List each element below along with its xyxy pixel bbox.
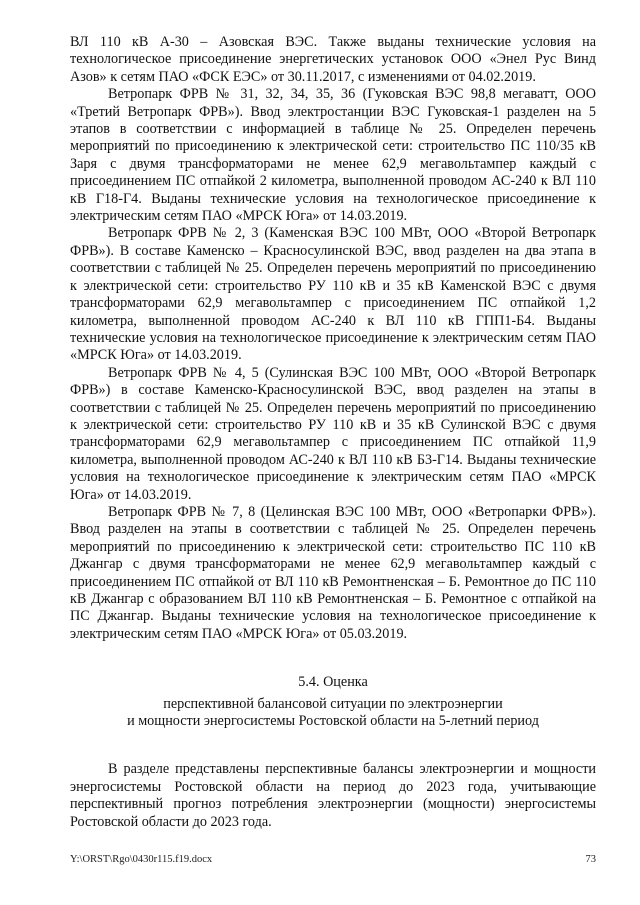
paragraph-kamenskaya-wpp: Ветропарк ФРВ № 2, 3 (Каменская ВЭС 100 МВт, ООО «Второй Ветропарк ФРВ»). В составе Каменско – Красносулинской ВЭС, ввод разделен на два этапа в соответствии с таблицей № 25. Определен перечень мероприятий по присоединению к электрической сети: строительство РУ 110 кВ и 35 кВ Каменской ВЭС с двумя трансформаторами 62,9 мегавольтампер с присоединением ПС отпайкой 1,2 километра, выполненной проводом АС-240 к ВЛ 110 кВ ГПП1-Б4. Выданы технические условия на технологическое присоединение к электрическим сетям ПАО «МРСК Юга» от 14.03.2019. [70, 225, 596, 364]
paragraph-tselinskaya-wpp: Ветропарк ФРВ № 7, 8 (Целинская ВЭС 100 МВт, ООО «Ветропарки ФРВ»). Ввод разделен на этапы в соответствии с таблицей № 25. Определен перечень мероприятий по присоединению к электрической сети: строительство ПС 110 кВ Джангар с двумя трансформаторами не менее 62,9 мегавольтампер каждый с присоединением ПС отпайкой от ВЛ 110 кВ Ремонтненская – Б. Ремонтное до ПС 110 кВ Джангар с образованием ВЛ 110 кВ Ремонтненская – Б. Ремонтное с отпайкой на ПС Джангар. Выданы технические условия на технологическое присоединение к электрическим сетям ПАО «МРСК Юга» от 05.03.2019. [70, 503, 596, 642]
paragraph-continuation: ВЛ 110 кВ А-30 – Азовская ВЭС. Также выданы технические условия на технологическое присоединение энергетических установок ООО «Энел Рус Винд Азов» к сетям ПАО «ФСК ЕЭС» от 30.11.2017, с изменениями от 04.02.2019. [70, 34, 596, 85]
document-body [70, 34, 596, 831]
paragraph-gukovskaya-wpp: Ветропарк ФРВ № 31, 32, 34, 35, 36 (Гуковская ВЭС 98,8 мегаватт, ООО «Третий Ветропарк ФРВ»). Ввод электростанции ВЭС Гуковская-1 разделен на 5 этапов в соответствии с информацией в таблице № 25. Определен перечень мероприятий по присоединению к электрической сети: строительство ПС 110/35 кВ Заря с двумя трансформаторами не менее 62,9 мегавольтампер каждый с присоединением ПС отпайкой 2 километра, выполненной проводом АС-240 к ВЛ 110 кВ Г18-Г4. Выданы технические условия на технологическое присоединение к электрическим сетям ПАО «МРСК Юга» от 14.03.2019. [70, 86, 596, 225]
paragraph-sulinskaya-wpp: Ветропарк ФРВ № 4, 5 (Сулинская ВЭС 100 МВт, ООО «Второй Ветропарк ФРВ») в составе Каменско-Красносулинской ВЭС, ввод разделен на этапы в соответствии с таблицей № 25. Определен перечень мероприятий по присоединению к электрической сети: строительство РУ 110 кВ и 35 кВ Сулинской ВЭС с двумя трансформаторами 62,9 мегавольтампер с присоединением ПС отпайкой 11,9 километра, выполненной проводом АС-240 к ВЛ 110 кВ Б3-Г14. Выданы технические условия на технологическое присоединение к электрическим сетям ПАО «МРСК Юга» от 14.03.2019. [70, 364, 596, 503]
page-footer [70, 854, 596, 865]
section-title-line-2: и мощности энергосистемы Ростовской области на 5-летний период [127, 713, 539, 730]
section-number: 5.4. Оценка [298, 674, 368, 691]
section-heading [70, 674, 596, 730]
footer-page-number: 73 [585, 854, 596, 865]
footer-file-path: Y:\ORST\Rgo\0430r115.f19.docx [70, 854, 213, 865]
paragraph-section-intro: В разделе представлены перспективные балансы электроэнергии и мощности энергосистемы Ростовской области на период до 2023 года, учитывающие перспективный прогноз потребления электроэнергии (мощности) энергосистемы Ростовской области до 2023 года. [70, 761, 596, 830]
section-title-line-1: перспективной балансовой ситуации по электроэнергии [163, 695, 503, 712]
